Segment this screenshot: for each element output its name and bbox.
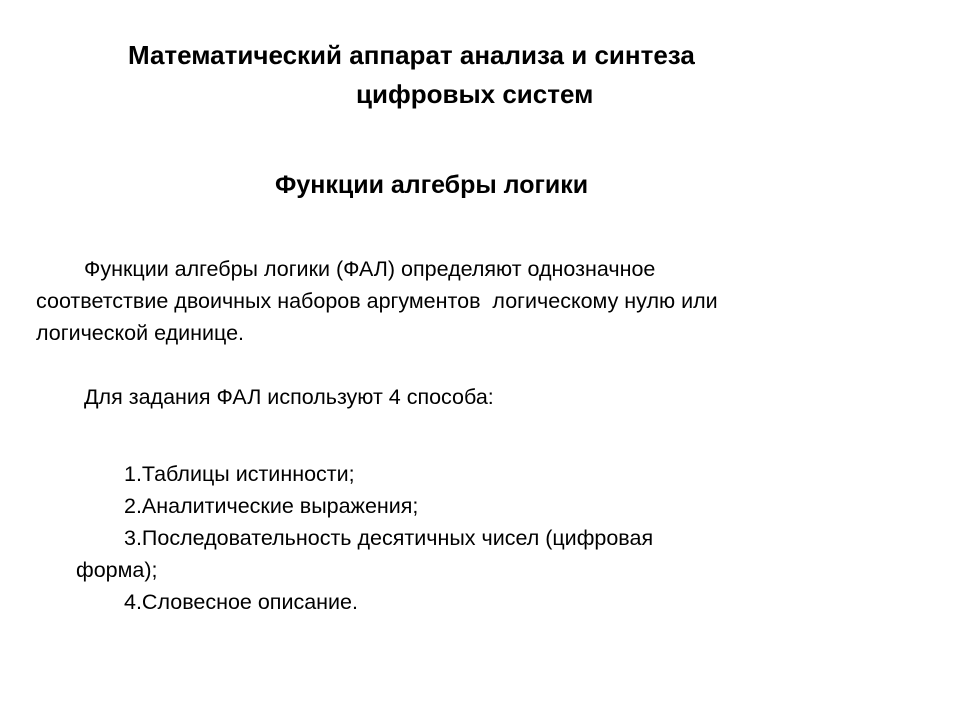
paragraph-line-3: логической единице. <box>36 321 245 345</box>
list-item-1: 1.Таблицы истинности; <box>124 462 355 486</box>
ways-intro: Для задания ФАЛ используют 4 способа: <box>84 385 494 409</box>
list-item-4: 4.Словесное описание. <box>124 590 358 614</box>
paragraph-line-1: Функции алгебры логики (ФАЛ) определяют однозначное <box>84 257 656 281</box>
list-item-3-line-2: форма); <box>76 558 158 582</box>
list-item-2: 2.Аналитические выражения; <box>124 494 419 518</box>
slide-subtitle: Функции алгебры логики <box>275 171 589 199</box>
slide-title-line-2: цифровых систем <box>356 79 594 109</box>
list-item-3-line-1: 3.Последовательность десятичных чисел (цифровая <box>124 526 654 550</box>
paragraph-line-2: соответствие двоичных наборов аргументов логическому нулю или <box>36 289 718 313</box>
slide-title-line-1: Математический аппарат анализа и синтеза <box>128 40 695 70</box>
